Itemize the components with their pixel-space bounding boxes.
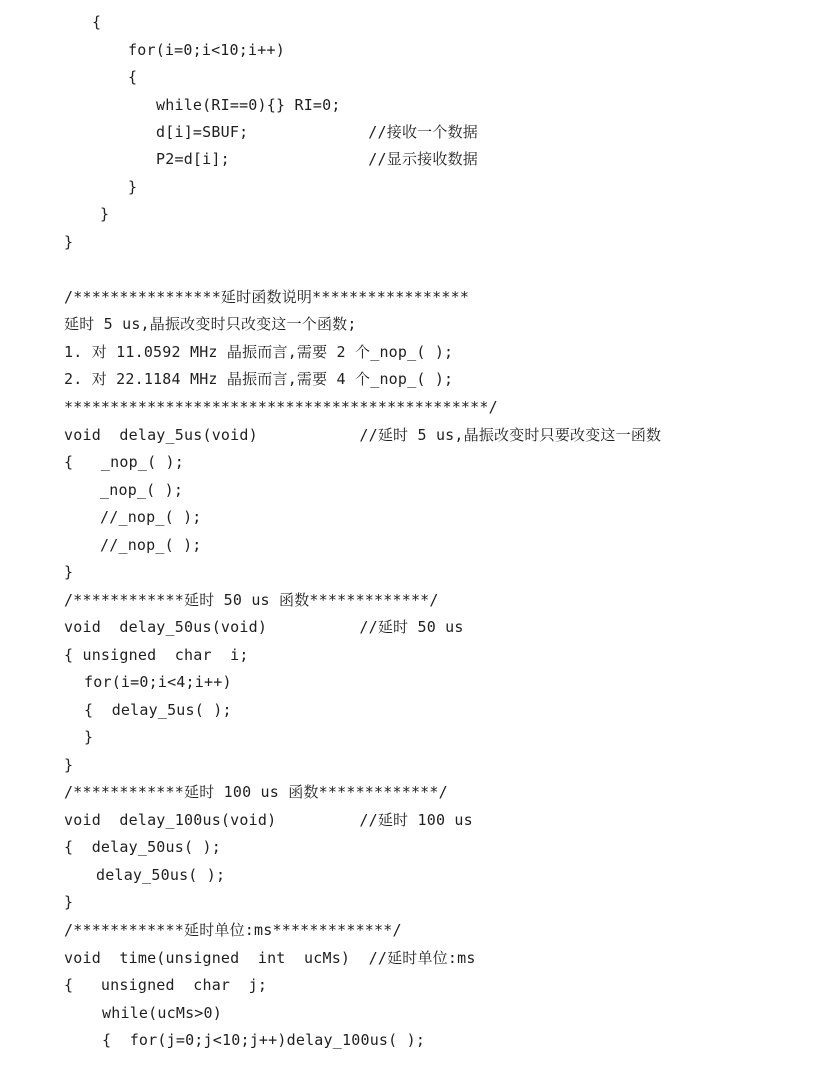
code-line: //_nop_( ); xyxy=(100,536,202,554)
code-comment-line: 2. 对 22.1184 MHz 晶振而言,需要 4 个_nop_( ); xyxy=(64,370,454,388)
code-line: void delay_5us(void) //延时 5 us,晶振改变时只要改变这一函数 xyxy=(64,426,662,444)
code-line: void delay_100us(void) //延时 100 us xyxy=(64,811,473,829)
code-comment-line: 延时 5 us,晶振改变时只改变这一个函数; xyxy=(64,315,357,333)
code-line: { delay_5us( ); xyxy=(84,701,232,719)
code-comment-line: /************延时单位:ms*************/ xyxy=(64,921,402,939)
code-line: delay_50us( ); xyxy=(96,866,226,884)
code-line: } xyxy=(64,563,74,581)
code-line: while(ucMs>0) xyxy=(102,1004,222,1022)
code-line: { unsigned char i; xyxy=(64,646,249,664)
code-line: void delay_50us(void) //延时 50 us xyxy=(64,618,464,636)
code-line: { for(j=0;j<10;j++)delay_100us( ); xyxy=(102,1031,426,1049)
code-line: } xyxy=(128,178,138,196)
code-line: void time(unsigned int ucMs) //延时单位:ms xyxy=(64,949,476,967)
code-line: while(RI==0){} RI=0; xyxy=(156,96,341,114)
code-line: } xyxy=(100,205,110,223)
code-comment-line: /****************延时函数说明***************** xyxy=(64,288,470,306)
code-comment-line: /************延时 100 us 函数*************/ xyxy=(64,783,448,801)
code-line: //_nop_( ); xyxy=(100,508,202,526)
code-comment-line: **********************************************/ xyxy=(64,398,498,416)
code-comment-line: 1. 对 11.0592 MHz 晶振而言,需要 2 个_nop_( ); xyxy=(64,343,454,361)
code-line: { delay_50us( ); xyxy=(64,838,221,856)
code-line: for(i=0;i<10;i++) xyxy=(128,41,285,59)
code-line: P2=d[i]; //显示接收数据 xyxy=(156,150,478,168)
code-line: { _nop_( ); xyxy=(64,453,184,471)
code-line: } xyxy=(84,728,94,746)
code-line: { unsigned char j; xyxy=(64,976,268,994)
code-line: for(i=0;i<4;i++) xyxy=(84,673,232,691)
code-line: } xyxy=(64,893,74,911)
code-comment-line: /************延时 50 us 函数*************/ xyxy=(64,591,439,609)
code-line: { xyxy=(92,13,102,31)
code-line: } xyxy=(64,756,74,774)
code-line: { xyxy=(128,68,138,86)
code-line: _nop_( ); xyxy=(100,481,184,499)
code-line: d[i]=SBUF; //接收一个数据 xyxy=(156,123,478,141)
code-line: } xyxy=(64,233,74,251)
